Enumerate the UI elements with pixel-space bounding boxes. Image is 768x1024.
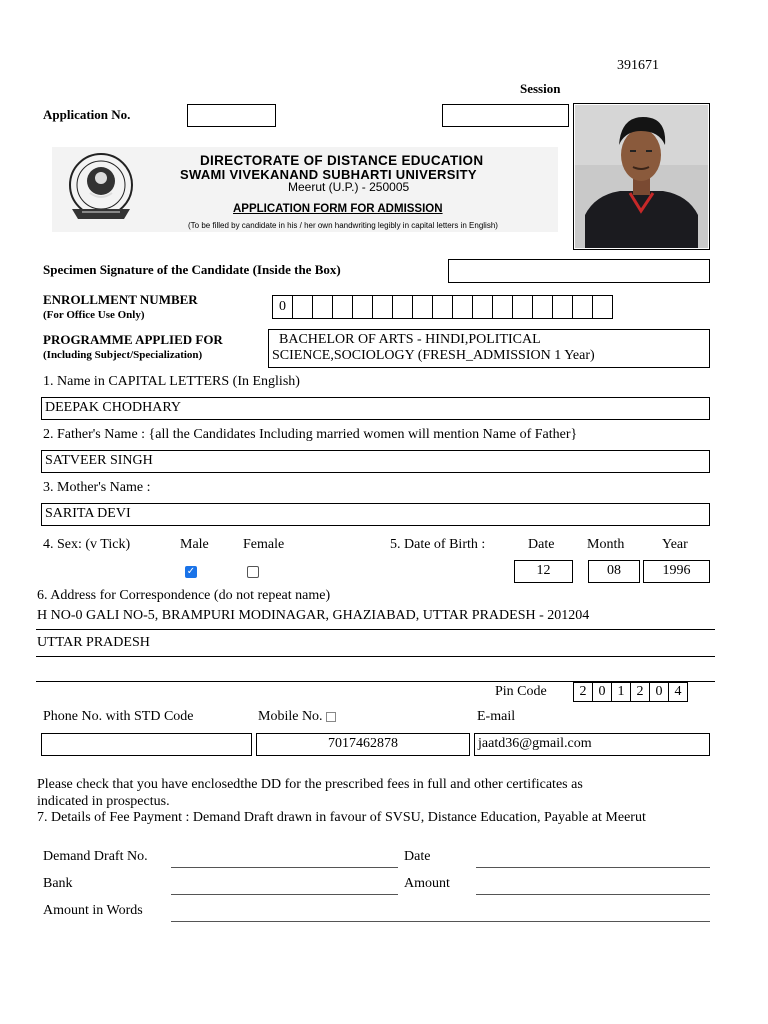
enclosure-note-line1: Please check that you have enclosedthe DD for the prescribed fees in full and other certificates as — [37, 777, 583, 792]
programme-label: PROGRAMME APPLIED FOR — [43, 332, 223, 347]
email-field[interactable]: jaatd36@gmail.com — [474, 733, 710, 756]
pincode-digit-box[interactable]: 0 — [592, 682, 612, 702]
name-label: 1. Name in CAPITAL LETTERS (In English) — [43, 374, 300, 389]
mother-name-field[interactable]: SARITA DEVI — [41, 503, 710, 526]
university-banner — [52, 147, 558, 232]
enrollment-digit-box[interactable] — [332, 295, 353, 319]
application-no-field[interactable] — [187, 104, 276, 127]
bank-line[interactable] — [171, 894, 398, 895]
sex-male-label: Male — [180, 537, 209, 552]
banner-address: Meerut (U.P.) - 250005 — [288, 180, 410, 194]
enrollment-digit-boxes[interactable] — [273, 295, 613, 319]
banner-title-line2: SWAMI VIVEKANAND SUBHARTI UNIVERSITY — [180, 167, 477, 182]
pincode-digit-box[interactable]: 1 — [611, 682, 631, 702]
pincode-digit-box[interactable]: 0 — [649, 682, 669, 702]
sex-female-label: Female — [243, 537, 285, 552]
banner-instruction: (To be filled by candidate in his / her own handwriting legibly in capital letters in English) — [188, 221, 498, 230]
address-line2[interactable]: UTTAR PRADESH — [37, 635, 150, 650]
signature-label: Specimen Signature of the Candidate (Inside the Box) — [43, 262, 341, 277]
enrollment-digit-box[interactable] — [492, 295, 513, 319]
amount-words-line[interactable] — [171, 921, 710, 922]
amount-words-label: Amount in Words — [43, 903, 143, 918]
sex-female-checkbox[interactable] — [247, 566, 259, 578]
enrollment-digit-box[interactable] — [292, 295, 313, 319]
dd-number-label: Demand Draft No. — [43, 849, 148, 864]
dob-date-field[interactable]: 12 — [514, 560, 573, 583]
father-name-field[interactable]: SATVEER SINGH — [41, 450, 710, 473]
pincode-digit-box[interactable]: 2 — [630, 682, 650, 702]
enrollment-digit-box[interactable] — [472, 295, 493, 319]
dd-date-label: Date — [404, 849, 431, 864]
mobile-label-text: Mobile No. — [258, 709, 323, 724]
session-label: Session — [520, 81, 561, 96]
mobile-checkbox[interactable] — [326, 712, 336, 722]
programme-value-line2: SCIENCE,SOCIOLOGY (FRESH_ADMISSION 1 Year) — [272, 348, 595, 363]
dob-label: 5. Date of Birth : — [390, 537, 486, 552]
dob-year-label: Year — [662, 537, 688, 552]
address-line2-rule — [36, 656, 715, 657]
enrollment-digit-box[interactable] — [512, 295, 533, 319]
phone-field[interactable] — [41, 733, 252, 756]
amount-label: Amount — [404, 876, 450, 891]
enrollment-digit-box[interactable] — [412, 295, 433, 319]
session-field[interactable] — [442, 104, 569, 127]
address-line1[interactable]: H NO-0 GALI NO-5, BRAMPURI MODINAGAR, GHAZIABAD, UTTAR PRADESH - 201204 — [37, 608, 590, 623]
mobile-field[interactable]: 7017462878 — [256, 733, 470, 756]
programme-value-line1: BACHELOR OF ARTS - HINDI,POLITICAL — [279, 332, 541, 347]
pincode-digit-box[interactable]: 4 — [668, 682, 688, 702]
enrollment-digit-box[interactable] — [552, 295, 573, 319]
signature-box[interactable] — [448, 259, 710, 283]
address-label: 6. Address for Correspondence (do not repeat name) — [37, 588, 331, 603]
enrollment-digit-box[interactable] — [532, 295, 553, 319]
enrollment-digit-box[interactable] — [432, 295, 453, 319]
enrollment-digit-box[interactable] — [352, 295, 373, 319]
enclosure-note-line2: indicated in prospectus. — [37, 794, 170, 809]
programme-sublabel: (Including Subject/Specialization) — [43, 349, 203, 361]
father-name-label: 2. Father's Name : {all the Candidates Including married women will mention Name of Father} — [43, 427, 578, 442]
dob-year-field[interactable]: 1996 — [643, 560, 710, 583]
enrollment-digit-box[interactable] — [452, 295, 473, 319]
mobile-label — [258, 709, 336, 725]
mother-name-label: 3. Mother's Name : — [43, 480, 151, 495]
sex-male-checkbox[interactable]: ✓ — [186, 566, 196, 577]
candidate-photo — [573, 103, 710, 250]
dob-month-field[interactable]: 08 — [588, 560, 640, 583]
dob-date-label: Date — [528, 537, 555, 552]
enrollment-label: ENROLLMENT NUMBER — [43, 292, 198, 307]
university-logo-icon — [60, 149, 142, 229]
dob-month-label: Month — [587, 537, 625, 552]
email-label: E-mail — [477, 709, 516, 724]
enrollment-digit-box[interactable] — [392, 295, 413, 319]
phone-label: Phone No. with STD Code — [43, 709, 194, 724]
enrollment-digit-box[interactable] — [592, 295, 613, 319]
candidate-photo-image — [575, 105, 710, 250]
pincode-digit-box[interactable]: 2 — [573, 682, 593, 702]
address-line1-rule — [36, 629, 715, 630]
enrollment-digit-box[interactable]: 0 — [272, 295, 293, 319]
enrollment-digit-box[interactable] — [572, 295, 593, 319]
name-field[interactable]: DEEPAK CHODHARY — [41, 397, 710, 420]
enrollment-digit-box[interactable] — [372, 295, 393, 319]
pincode-label: Pin Code — [495, 684, 547, 699]
amount-line[interactable] — [476, 894, 710, 895]
pincode-digit-boxes[interactable] — [574, 682, 688, 702]
enrollment-sublabel: (For Office Use Only) — [43, 309, 145, 321]
dd-number-line[interactable] — [171, 867, 398, 868]
enrollment-digit-box[interactable] — [312, 295, 333, 319]
banner-title-line1: DIRECTORATE OF DISTANCE EDUCATION — [200, 153, 484, 168]
application-no-label: Application No. — [43, 107, 131, 122]
programme-field[interactable] — [268, 329, 710, 368]
sex-label: 4. Sex: (v Tick) — [43, 537, 131, 552]
fee-payment-heading: 7. Details of Fee Payment : Demand Draft drawn in favour of SVSU, Distance Education, Payable at Meerut — [37, 810, 646, 825]
bank-label: Bank — [43, 876, 73, 891]
dd-date-line[interactable] — [476, 867, 710, 868]
form-number: 391671 — [617, 58, 659, 73]
banner-form-title: APPLICATION FORM FOR ADMISSION — [233, 203, 443, 215]
